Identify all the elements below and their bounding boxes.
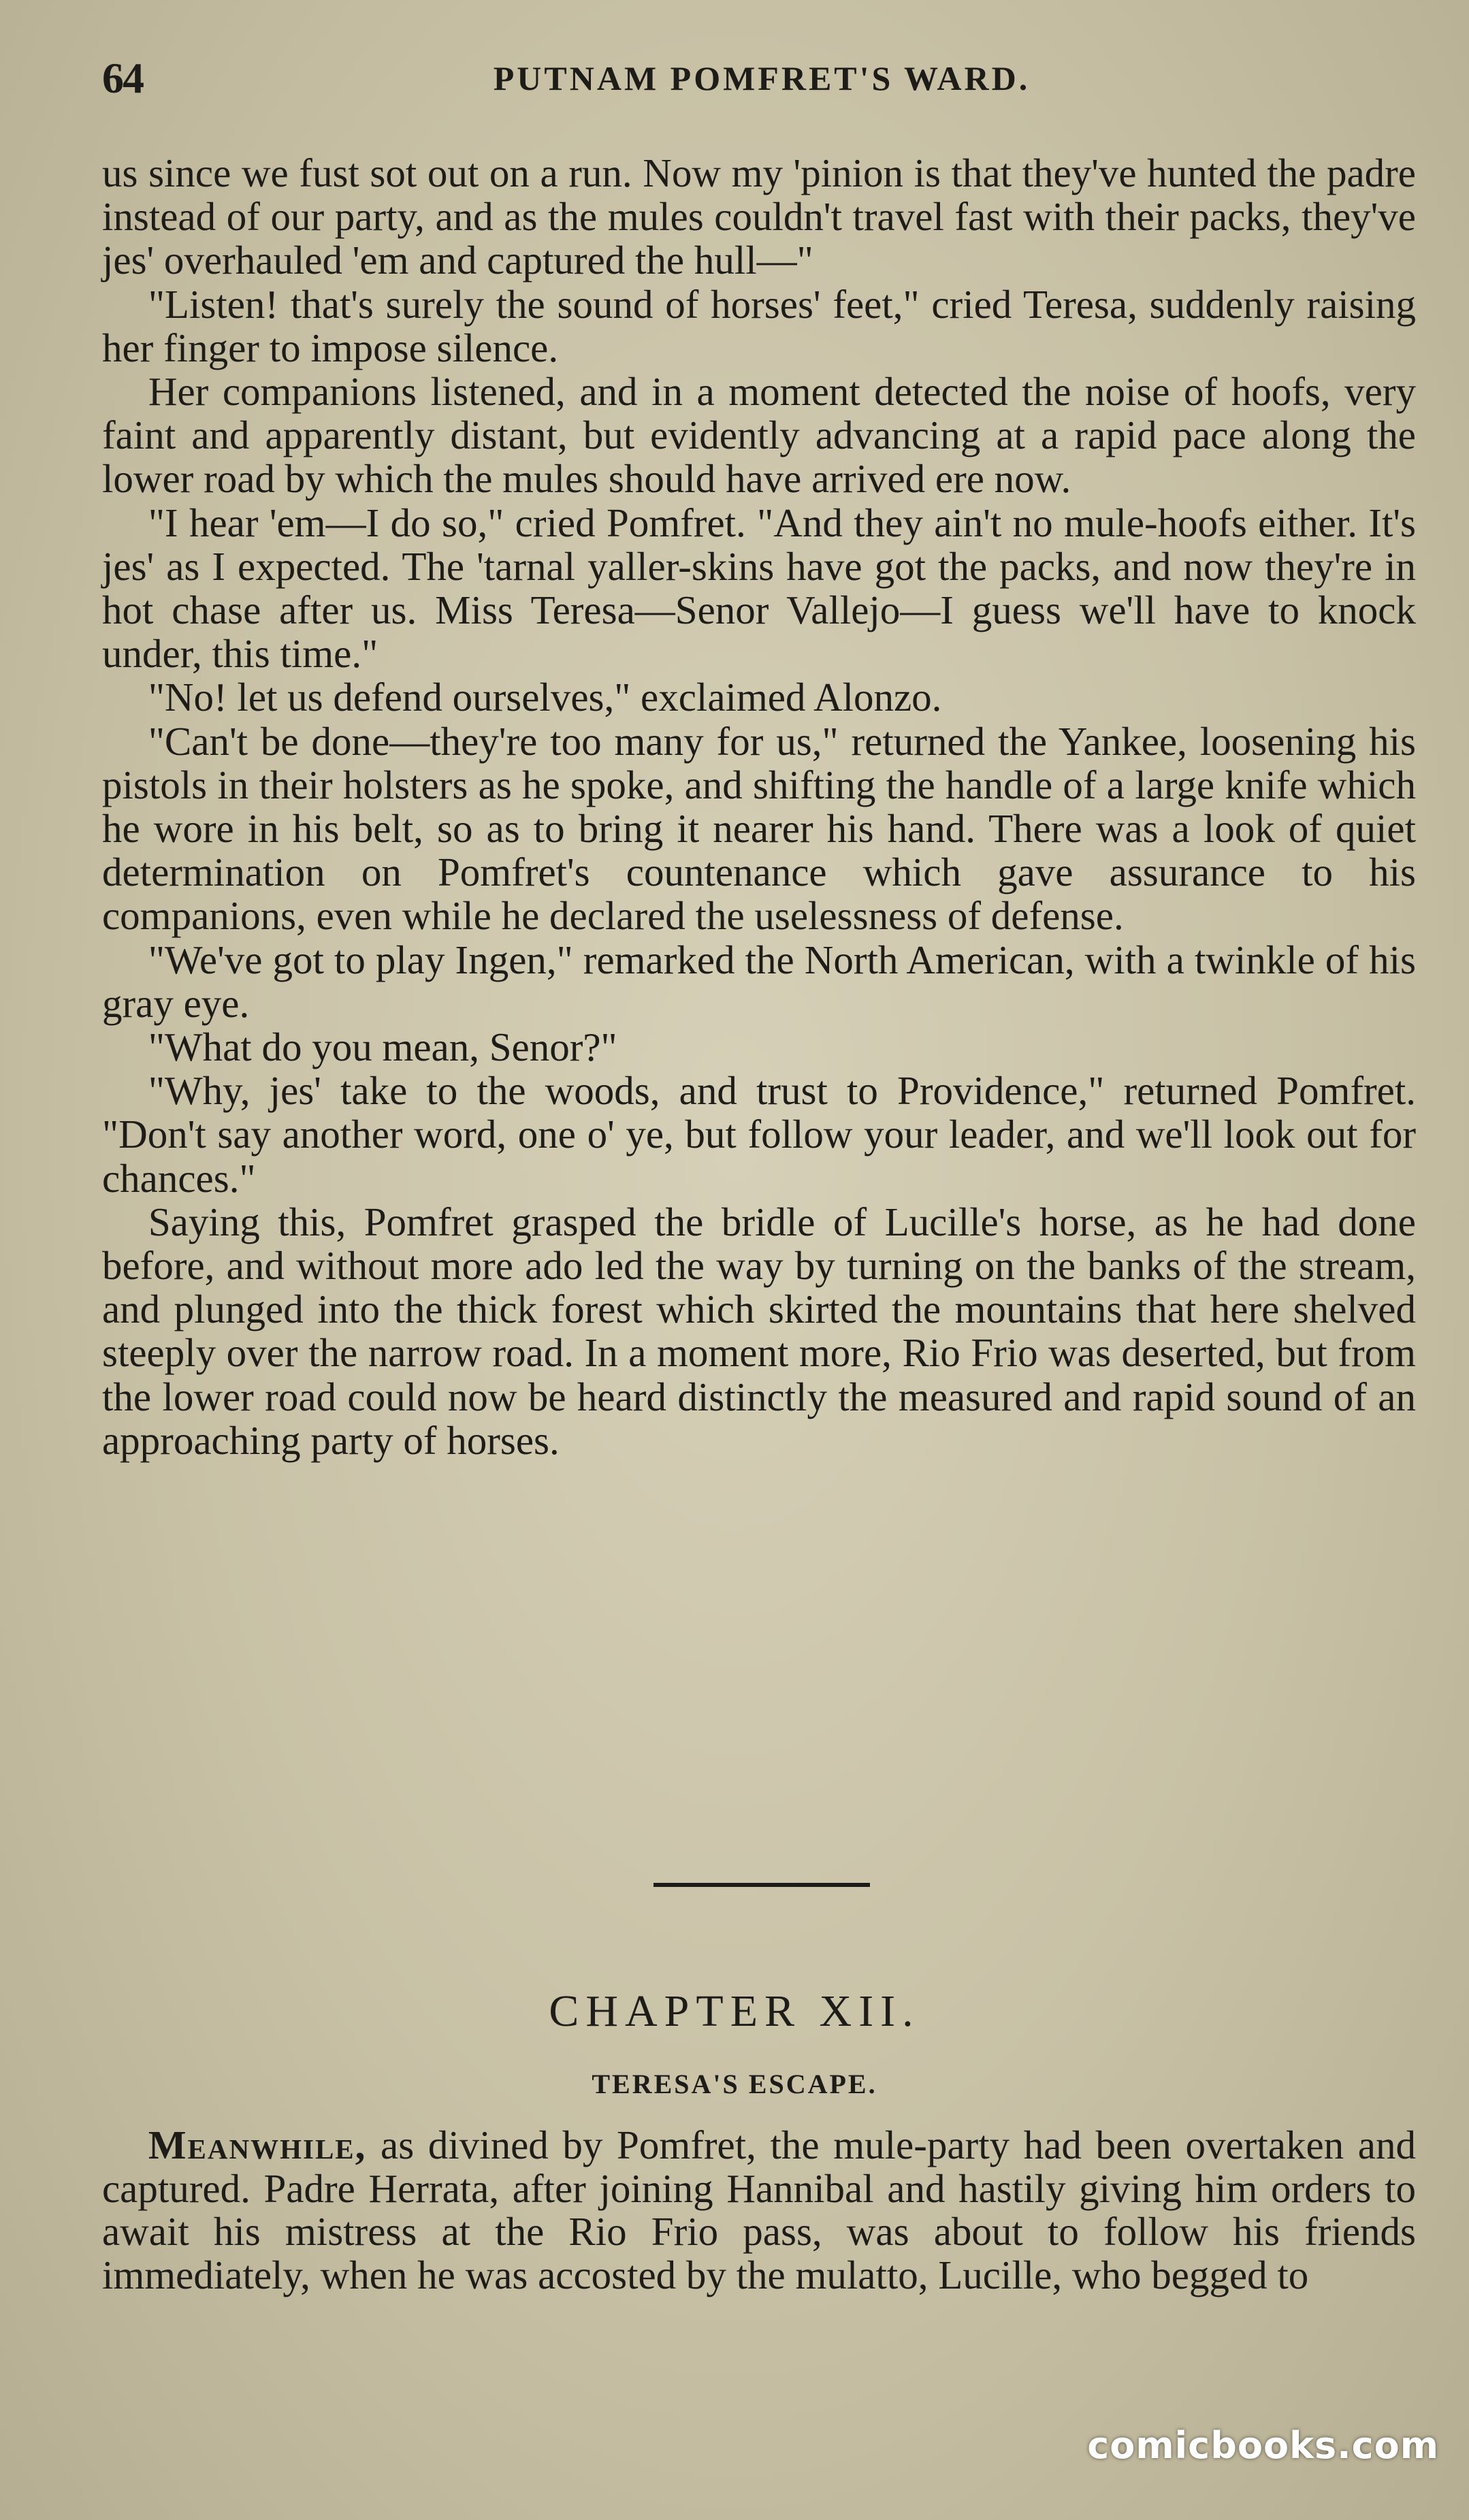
lead-word: Meanwhile,	[148, 2122, 367, 2167]
body-text	[102, 151, 1416, 1462]
paragraph: "Why, jes' take to the woods, and trust to Providence," returned Pomfret. "Don't say another word, one o' ye, but follow your leader, and we'll look out for chances."	[102, 1068, 1416, 1201]
watermark: comicbooks.com	[1087, 2424, 1439, 2467]
chapter-paragraph-body: as divined by Pomfret, the mule-party had been overtaken and captured. Padre Herrata, after joining Hannibal and hastily giving him orders to await his mistress at the Rio Frio pass, was about to follow his friends immediately, when he was accosted by the mulatto, Lucille, who begged to	[102, 2122, 1416, 2297]
chapter-heading: CHAPTER XII.	[549, 1986, 920, 2036]
section-divider	[653, 1883, 870, 1887]
page-header	[102, 53, 1421, 114]
running-head: PUTNAM POMFRET'S WARD.	[493, 59, 1031, 97]
paragraph: "What do you mean, Senor?"	[148, 1024, 617, 1070]
paragraph: Saying this, Pomfret grasped the bridle of Lucille's horse, as he had done before, and without more ado led the way by turning on the banks of the stream, and plunged into the thick forest which skirted the mountains that here shelved steeply over the narrow road. In a moment more, Rio Frio was deserted, but from the lower road could now be heard distinctly the measured and rapid sound of an approaching party of horses.	[102, 1199, 1416, 1463]
paragraph: "No! let us defend ourselves," exclaimed Alonzo.	[148, 675, 942, 720]
paragraph: Her companions listened, and in a moment detected the noise of hoofs, very faint and apparently distant, but evidently advancing at a rapid pace along the lower road by which the mules should have arrived ere now.	[102, 369, 1416, 502]
chapter-title: TERESA'S ESCAPE.	[592, 2069, 877, 2099]
paragraph: "Listen! that's surely the sound of horses' feet," cried Teresa, suddenly raising her finger to impose silence.	[102, 281, 1416, 370]
page-number: 64	[102, 54, 143, 102]
paragraph: "I hear 'em—I do so," cried Pomfret. "And they ain't no mule-hoofs either. It's jes' as I expected. The 'tarnal yaller-skins have got the packs, and now they're in hot chase after us. Miss Teresa—Senor Vallejo—I guess we'll have to knock under, this time."	[102, 500, 1416, 677]
paragraph: "Can't be done—they're too many for us," returned the Yankee, loosening his pistols in their holsters as he spoke, and shifting the handle of a large knife which he wore in his belt, so as to bring it nearer his hand. There was a look of quiet determination on Pomfret's countenance which gave assurance to his companions, even while he declared the uselessness of defense.	[102, 718, 1416, 939]
chapter-text	[102, 2124, 1416, 2297]
paragraph: us since we fust sot out on a run. Now my 'pinion is that they've hunted the padre instead of our party, and as the mules couldn't travel fast with their packs, they've jes' overhauled 'em and captured the hull—"	[102, 150, 1416, 283]
paragraph: "We've got to play Ingen," remarked the North American, with a twinkle of his gray eye.	[102, 937, 1416, 1026]
chapter-paragraph	[102, 2124, 1416, 2297]
